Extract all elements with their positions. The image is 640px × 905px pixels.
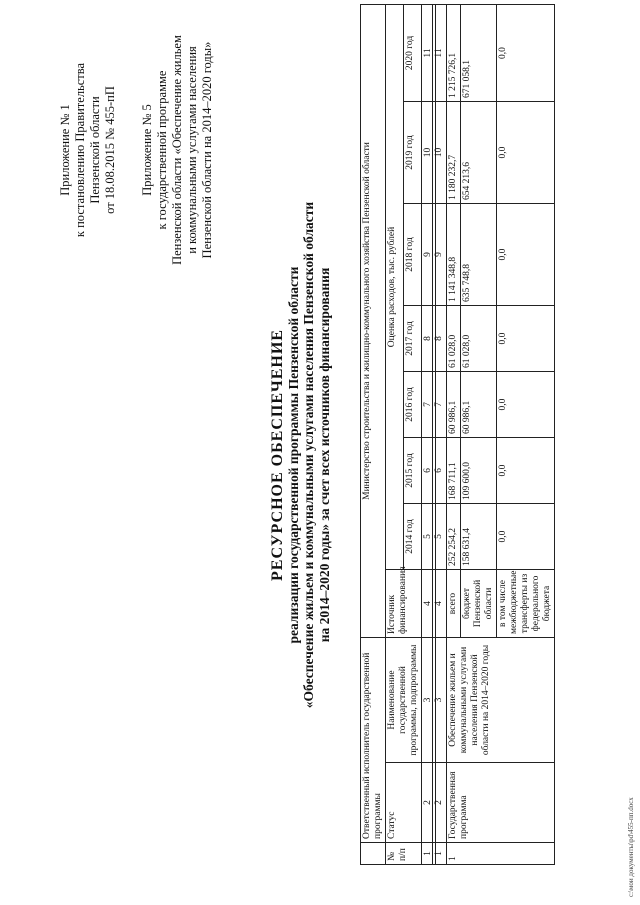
column-number: 11 bbox=[422, 4, 436, 101]
header-year: 2014 год bbox=[404, 504, 422, 570]
header-source: Источник финансирования bbox=[386, 570, 422, 638]
value-budget: 654 213,6 bbox=[461, 102, 497, 204]
value-total: 1 215 726,1 bbox=[447, 5, 461, 102]
appendix-1-line: от 18.08.2015 № 455-пП bbox=[103, 86, 117, 214]
column-number: 2 bbox=[422, 763, 436, 843]
column-number: 6 bbox=[422, 438, 436, 504]
row-program-name: Обеспечение жильем и коммунальными услугами населения Пензенской области на 2014–2020 годы bbox=[447, 638, 555, 763]
appendix-1-line: к постановлению Правительства bbox=[73, 62, 87, 238]
document-title bbox=[270, 155, 332, 755]
header-year: 2016 год bbox=[404, 372, 422, 438]
appendix-5-block bbox=[140, 0, 215, 300]
title-line: реализации государственной программы Пензенской области bbox=[285, 266, 301, 644]
column-number: 8 bbox=[422, 306, 436, 372]
appendix-5-line: и коммунальными услугами населения bbox=[185, 46, 199, 254]
header-responsible: Ответственный исполнитель государственной программы bbox=[361, 638, 386, 843]
header-year: 2015 год bbox=[404, 438, 422, 504]
column-number: 4 bbox=[422, 570, 436, 638]
appendix-5-line: к государственной программе bbox=[155, 70, 169, 230]
value-budget: 158 631,4 bbox=[461, 504, 497, 570]
table-cell: 4 bbox=[433, 570, 447, 638]
column-number: 1 bbox=[422, 843, 436, 865]
source-budget: бюджет Пензенской области bbox=[461, 570, 497, 638]
source-transfer: в том числе межбюджетные трансферты из федерального бюджета bbox=[497, 570, 555, 638]
row-status: Государственная программа bbox=[447, 763, 555, 843]
header-table bbox=[360, 4, 436, 865]
value-transfer: 0,0 bbox=[497, 204, 555, 306]
table-cell: 8 bbox=[433, 306, 447, 372]
header-year: 2017 год bbox=[404, 306, 422, 372]
table-cell: 3 bbox=[433, 638, 447, 763]
column-number: 7 bbox=[422, 372, 436, 438]
header-year: 2020 год bbox=[404, 4, 422, 101]
header-cell-blank bbox=[361, 843, 386, 865]
value-total: 1 141 348,8 bbox=[447, 204, 461, 306]
value-budget: 60 986,1 bbox=[461, 372, 497, 438]
table-cell: 7 bbox=[433, 372, 447, 438]
header-ministry: Министерство строительства и жилищно-коммунального хозяйства Пензенской области bbox=[361, 4, 386, 637]
value-budget: 635 748,8 bbox=[461, 204, 497, 306]
table-cell: 10 bbox=[433, 102, 447, 204]
appendix-1-line: Пензенской области bbox=[88, 96, 102, 204]
data-table bbox=[432, 4, 555, 865]
table-cell: 2 bbox=[433, 763, 447, 843]
column-number: 10 bbox=[422, 102, 436, 204]
appendix-1-line: Приложение № 1 bbox=[58, 104, 72, 196]
value-transfer: 0,0 bbox=[497, 438, 555, 504]
value-transfer: 0,0 bbox=[497, 504, 555, 570]
appendix-5-line: Пензенской области «Обеспечение жильем bbox=[170, 35, 184, 265]
column-number: 5 bbox=[422, 504, 436, 570]
column-number: 3 bbox=[422, 638, 436, 763]
header-year: 2018 год bbox=[404, 204, 422, 306]
value-transfer: 0,0 bbox=[497, 306, 555, 372]
column-number: 9 bbox=[422, 204, 436, 306]
title-line: «Обеспечение жильем и коммунальными услугами населения Пензенской области bbox=[301, 201, 316, 709]
header-year: 2019 год bbox=[404, 102, 422, 204]
source-total: всего bbox=[447, 570, 461, 638]
appendix-5-line: Приложение № 5 bbox=[140, 104, 154, 196]
appendix-5-line: Пензенской области на 2014–2020 годы» bbox=[200, 41, 214, 259]
title-heading: РЕСУРСНОЕ ОБЕСПЕЧЕНИЕ bbox=[269, 329, 286, 581]
table-cell: 5 bbox=[433, 504, 447, 570]
row-number: 1 bbox=[447, 843, 555, 865]
value-total: 61 028,0 bbox=[447, 306, 461, 372]
table-cell: 1 bbox=[433, 843, 447, 865]
value-transfer: 0,0 bbox=[497, 372, 555, 438]
table-cell: 11 bbox=[433, 5, 447, 102]
value-budget: 61 028,0 bbox=[461, 306, 497, 372]
title-line: на 2014–2020 годы» за счет всех источников финансирования bbox=[316, 267, 332, 643]
value-total: 60 986,1 bbox=[447, 372, 461, 438]
appendix-1-block bbox=[58, 0, 118, 300]
value-budget: 109 600,0 bbox=[461, 438, 497, 504]
file-path-footer: c:\мои документы\pd\455-пп.docx bbox=[627, 797, 635, 897]
header-status: Статус bbox=[386, 763, 422, 843]
value-budget: 671 058,1 bbox=[461, 5, 497, 102]
value-transfer: 0,0 bbox=[497, 102, 555, 204]
value-total: 252 254,2 bbox=[447, 504, 461, 570]
value-total: 1 180 232,7 bbox=[447, 102, 461, 204]
header-number: № п/п bbox=[386, 843, 422, 865]
value-transfer: 0,0 bbox=[497, 5, 555, 102]
header-estimate: Оценка расходов, тыс. рублей bbox=[386, 4, 404, 569]
header-name: Наименование государственной программы, подпрограммы bbox=[386, 638, 422, 763]
table-cell: 9 bbox=[433, 204, 447, 306]
table-cell: 6 bbox=[433, 438, 447, 504]
value-total: 168 711,1 bbox=[447, 438, 461, 504]
